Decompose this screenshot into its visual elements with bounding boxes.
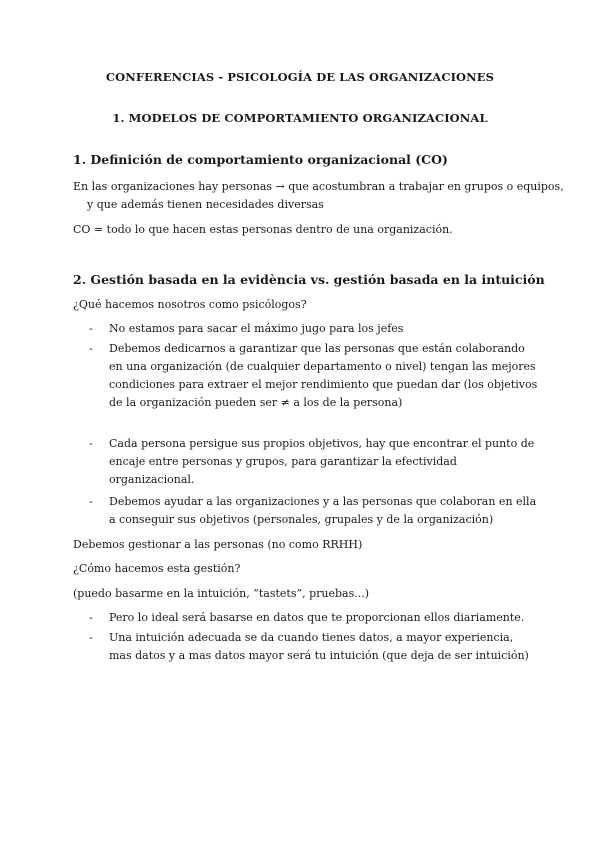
list-bullet-dash: - (89, 342, 93, 355)
question-psychologists: ¿Qué hacemos nosotros como psicólogos? (73, 298, 307, 311)
document-title: CONFERENCIAS - PSICOLOGÍA DE LAS ORGANIZACIONES (105, 70, 495, 84)
list-bullet-dash: - (89, 611, 93, 624)
paragraph-co-definition: CO = todo lo que hacen estas personas dentro de una organización. (73, 223, 453, 236)
list-item: Debemos dedicarnos a garantizar que las personas que están colaborando en una organización (de cualquier departamento o nivel) tengan las mejores condiciones para extraer el mejor rendimiento que puedan dar (los objetivos de la organización pueden ser ≠ a los de la persona) (109, 342, 538, 409)
question-how-manage: ¿Cómo hacemos esta gestión? (73, 562, 241, 575)
paragraph-organizations-line2: y que además tienen necesidades diversas (87, 198, 324, 211)
list-bullet-dash: - (89, 495, 93, 508)
section-title: 1. MODELOS DE COMPORTAMIENTO ORGANIZACIONAL (112, 111, 488, 125)
paragraph-manage-people: Debemos gestionar a las personas (no como RRHH) (73, 538, 363, 551)
list-item: Debemos ayudar a las organizaciones y a las personas que colaboran en ella a conseguir sus objetivos (personales, grupales y de la organización) (109, 495, 537, 526)
list-item: No estamos para sacar el máximo jugo para los jefes (109, 322, 404, 335)
list-bullet-dash: - (89, 631, 93, 644)
paragraph-organizations-line1: En las organizaciones hay personas → que acostumbran a trabajar en grupos o equipos, (73, 180, 564, 193)
list-bullet-dash: - (89, 322, 93, 335)
heading-definition: 1. Definición de comportamiento organizacional (CO) (73, 152, 448, 167)
list-item: Una intuición adecuada se da cuando tienes datos, a mayor experiencia, mas datos y a mas datos mayor será tu intuición (que deja de ser intuición) (109, 631, 529, 662)
list-item: Cada persona persigue sus propios objetivos, hay que encontrar el punto de encaje entre personas y grupos, para garantizar la efectividad organizacional. (109, 437, 535, 486)
list-item: Pero lo ideal será basarse en datos que te proporcionan ellos diariamente. (109, 611, 525, 624)
paragraph-intuition-note: (puedo basarme en la intuición, “tastets”, pruebas...) (73, 587, 370, 600)
heading-evidence-vs-intuition: 2. Gestión basada en la evidència vs. gestión basada en la intuición (73, 272, 545, 287)
list-bullet-dash: - (89, 437, 93, 450)
